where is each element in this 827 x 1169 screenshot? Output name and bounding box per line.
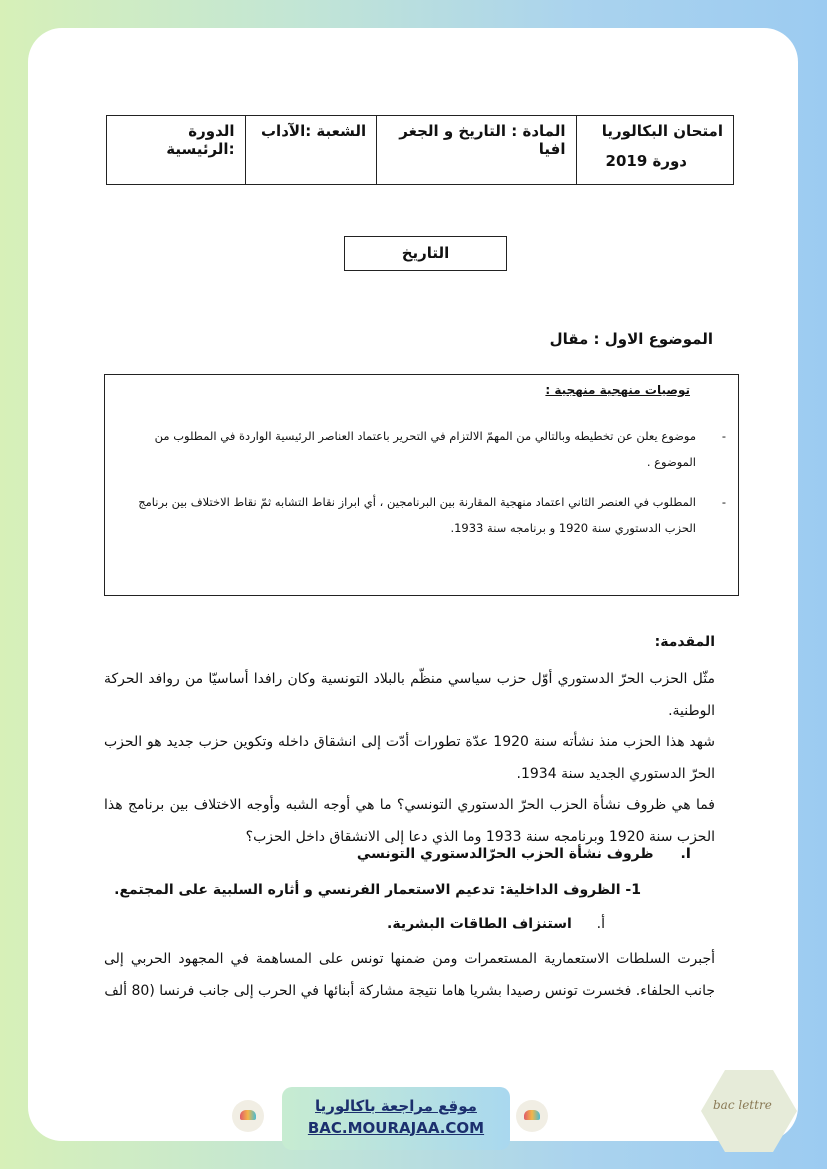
exam-header-table	[106, 115, 734, 185]
bullet-dash-icon: -	[721, 495, 726, 509]
body-paragraph: أجبرت السلطات الاستعمارية المستعمرات ومن ضمنها تونس على المساهمة في المجهود الحربي إلى جانب الحلفاء. فخسرت تونس رصيدا بشريا هاما نتيجة مشاركة أبنائها في الحرب إلى جانب فرنسا (80 ألف	[104, 951, 715, 999]
topic-title: الموضوع الاول : مقال	[549, 330, 713, 348]
intro-paragraph-2: شهد هذا الحزب منذ نشأته سنة 1920 عدّة تطورات أدّت إلى انشقاق داخله وتكوين حزب جديد هو الحزب الحرّ الدستوري الجديد سنة 1934.	[104, 734, 715, 782]
recommendation-item: - موضوع يعلن عن تخطيطه وبالتالي من المهمّ الالتزام في التحرير باعتماد العناصر الرئيسية الواردة في المطلوب من الموضوع .	[134, 423, 696, 475]
heading-number: أ.	[596, 916, 605, 932]
subject-cell: المادة : التاريخ و الجغر افيا	[376, 116, 575, 184]
footer-site-badge[interactable]	[282, 1087, 510, 1150]
heading-text: استنزاف الطاقات البشرية.	[387, 916, 572, 932]
heading-level-2: 1- الظروف الداخلية: تدعيم الاستعمار الفرنسي و أثاره السلبية على المجتمع.	[114, 882, 641, 898]
recommendations-box	[104, 374, 739, 596]
recommendation-item: - المطلوب في العنصر الثاني اعتماد منهجية المقارنة بين البرنامجين ، أي ابراز نقاط التشابه ثمّ نقاط الاختلاف بين برنامج الحزب الدستوري سنة 1920 و برنامجه سنة 1933.	[134, 489, 696, 541]
intro-title: المقدمة:	[654, 634, 715, 650]
exam-title: امتحان البكالوريا	[601, 122, 723, 140]
site-url[interactable]: BAC.MOURAJAA.COM	[307, 1119, 485, 1137]
site-name-arabic[interactable]: موقع مراجعة باكالوريا	[315, 1097, 477, 1115]
heading-text: ظروف نشأة الحزب الحرّالدستوري التونسي	[356, 846, 654, 862]
heading-level-1	[357, 846, 691, 862]
round-cell: الدورة :الرئيسية	[166, 122, 235, 158]
intro-paragraph-1: مثّل الحزب الحرّ الدستوري أوّل حزب سياسي منظّم بالبلاد التونسية وكان رافدا أساسيّا من روافد الحركة الوطنية.	[104, 671, 715, 719]
site-logo-icon	[232, 1100, 264, 1132]
recommendations-title: توصيات منهجية منهجية :	[545, 383, 690, 397]
branch-cell: الشعبة :الآداب	[245, 116, 377, 184]
section-title: التاريخ	[344, 236, 507, 271]
heading-level-3	[387, 916, 605, 932]
bullet-dash-icon: -	[721, 429, 726, 443]
site-logo-icon	[516, 1100, 548, 1132]
intro-paragraph-3: فما هي ظروف نشأة الحزب الحرّ الدستوري التونسي؟ ما هي أوجه الشبه وأوجه الاختلاف بين برنامج هذا الحزب سنة 1920 وبرنامجه سنة 1933 وما الذي دعا إلى الانشقاق داخل الحزب؟	[104, 797, 715, 845]
exam-session: دورة 2019	[605, 152, 687, 170]
logo-text: bac lettre	[713, 1098, 772, 1112]
heading-number: I.	[680, 846, 691, 862]
exam-cell	[576, 116, 734, 184]
